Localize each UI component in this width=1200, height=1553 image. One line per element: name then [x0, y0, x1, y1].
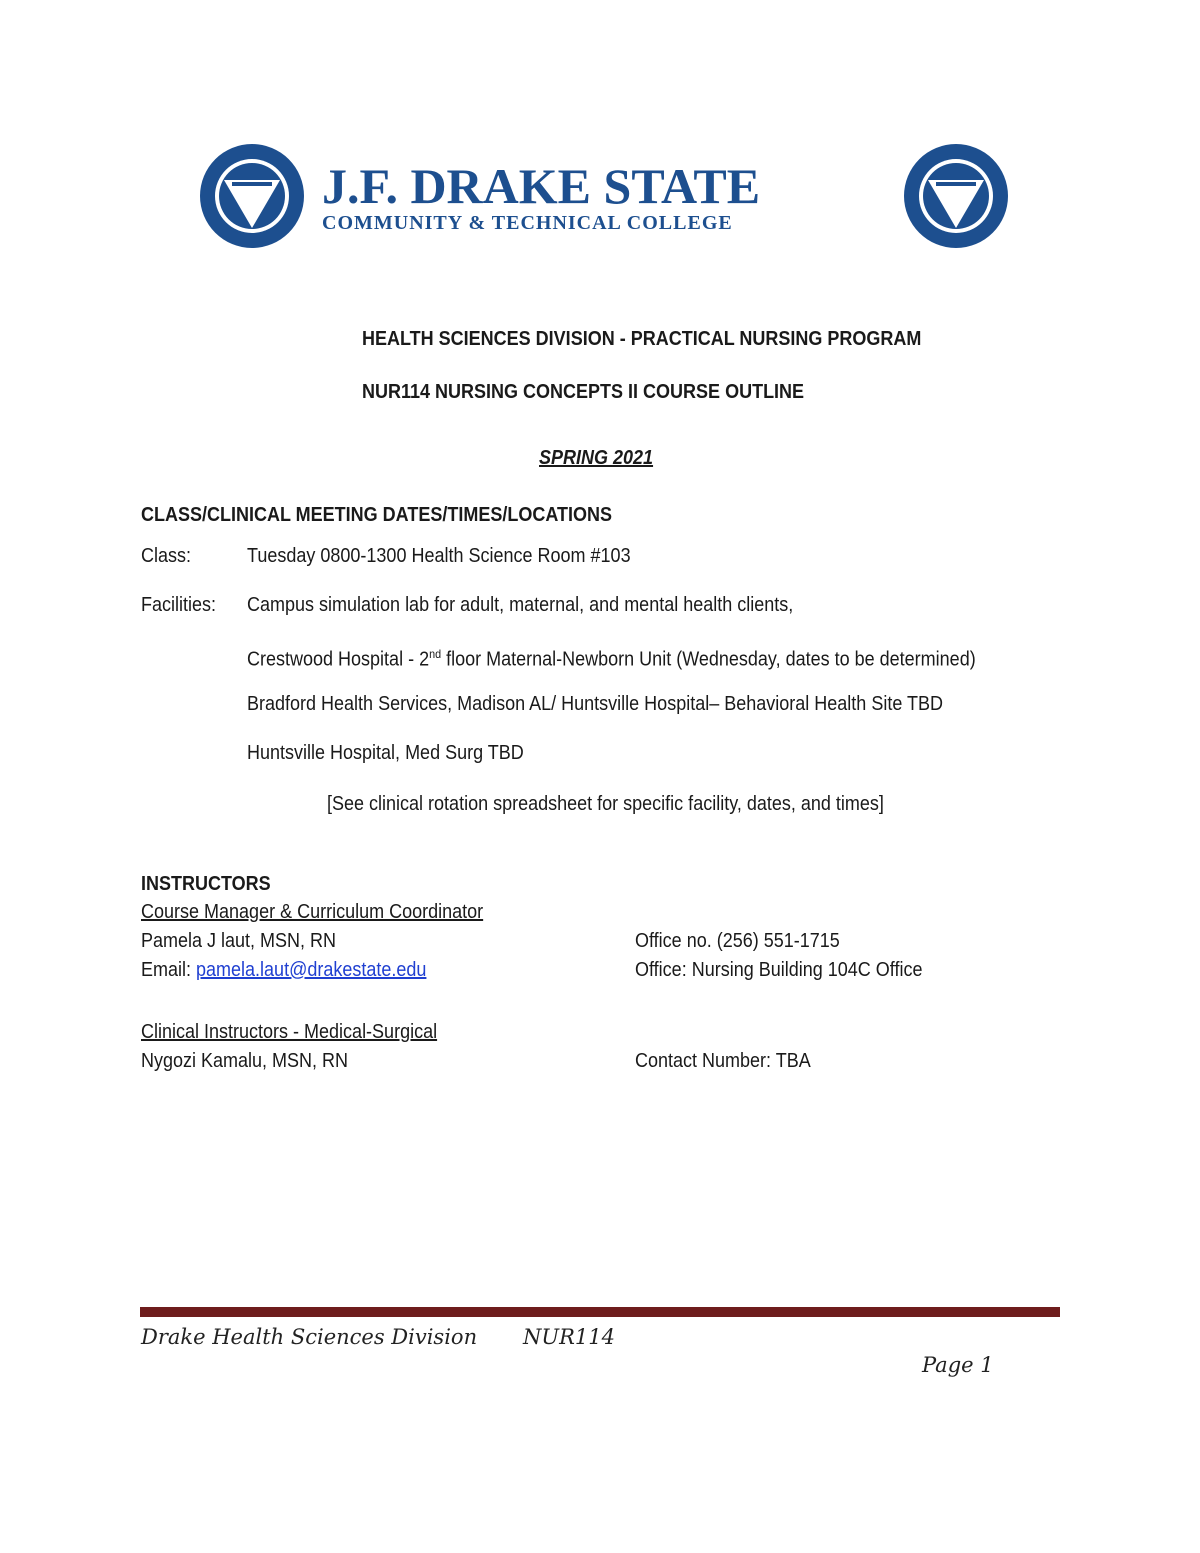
college-seal-right: [902, 142, 1010, 250]
manager-email-line: [141, 958, 426, 982]
class-label: Class:: [141, 545, 192, 567]
facilities-label: Facilities:: [141, 594, 217, 616]
wordmark-bottom: COMMUNITY & TECHNICAL COLLEGE: [322, 212, 733, 234]
manager-email-link[interactable]: pamela.laut@drakestate.edu: [196, 959, 427, 981]
manager-role: Course Manager & Curriculum Coordinator: [141, 901, 484, 923]
term-title: SPRING 2021: [539, 447, 654, 469]
course-title: NUR114 NURSING CONCEPTS II COURSE OUTLINE: [362, 381, 805, 403]
footer-division: Drake Health Sciences Division: [141, 1325, 478, 1349]
clinical-rotation-note: [See clinical rotation spreadsheet for specific facility, dates, and times]: [327, 793, 884, 815]
facility-text: floor Maternal-Newborn Unit (Wednesday, dates to be determined): [441, 648, 976, 671]
footer-rule: [140, 1307, 1060, 1317]
facility-item: [247, 642, 976, 672]
meeting-heading: CLASS/CLINICAL MEETING DATES/TIMES/LOCATIONS: [141, 504, 613, 526]
facility-item: Campus simulation lab for adult, maternal, and mental health clients,: [247, 594, 794, 616]
class-value: Tuesday 0800-1300 Health Science Room #103: [247, 545, 631, 567]
manager-office: Office: Nursing Building 104C Office: [635, 959, 923, 981]
wordmark-top: J.F. DRAKE STATE: [322, 158, 761, 214]
instructors-heading: INSTRUCTORS: [141, 873, 271, 895]
clinical-contact: Contact Number: TBA: [635, 1050, 811, 1072]
clinical-role: Clinical Instructors - Medical-Surgical: [141, 1021, 438, 1043]
ordinal-suffix: nd: [429, 647, 442, 661]
manager-phone: Office no. (256) 551-1715: [635, 930, 840, 952]
footer-page-number: Page 1: [922, 1353, 994, 1377]
clinical-name: Nygozi Kamalu, MSN, RN: [141, 1050, 349, 1072]
division-title: HEALTH SCIENCES DIVISION - PRACTICAL NURSING PROGRAM: [362, 328, 922, 350]
facility-text: Crestwood Hospital - 2: [247, 648, 430, 671]
manager-name: Pamela J laut, MSN, RN: [141, 930, 337, 952]
footer-course: NUR114: [523, 1325, 615, 1349]
email-label: Email:: [141, 959, 197, 981]
facility-item: Bradford Health Services, Madison AL/ Huntsville Hospital– Behavioral Health Site TBD: [247, 693, 944, 715]
facility-item: Huntsville Hospital, Med Surg TBD: [247, 742, 524, 764]
college-seal-left: [198, 142, 306, 250]
